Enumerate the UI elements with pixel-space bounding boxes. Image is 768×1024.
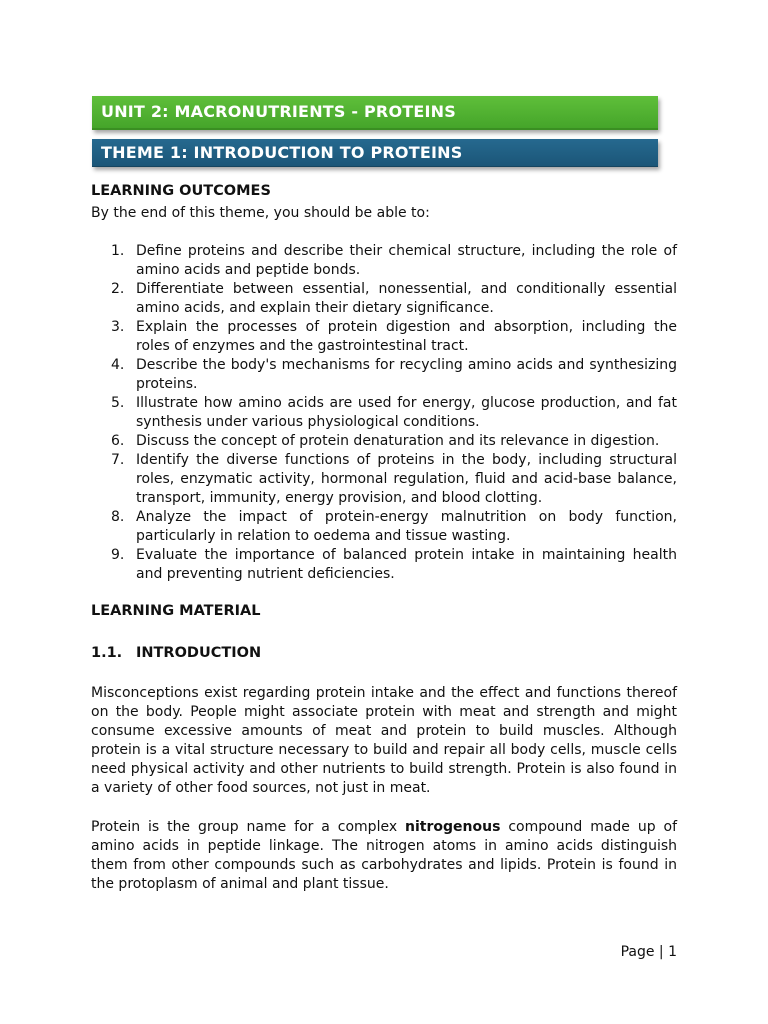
outcome-text: Illustrate how amino acids are used for energy, glucose production, and fat synthesis under various physiological conditions. xyxy=(136,395,677,430)
introduction-paragraph-2 xyxy=(91,818,677,894)
outcome-item xyxy=(91,508,677,546)
outcome-number: 3. xyxy=(111,319,125,335)
page-number-footer: Page | 1 xyxy=(620,944,677,960)
outcome-text: Define proteins and describe their chemical structure, including the role of amino acids and peptide bonds. xyxy=(136,243,677,278)
outcome-number: 1. xyxy=(111,243,125,259)
outcome-number: 5. xyxy=(111,395,125,411)
outcome-item xyxy=(91,280,677,318)
outcome-number: 9. xyxy=(111,547,125,563)
outcome-item xyxy=(91,546,677,584)
outcome-item xyxy=(91,451,677,508)
unit-banner: UNIT 2: MACRONUTRIENTS - PROTEINS xyxy=(92,96,658,130)
outcome-text: Identify the diverse functions of proteins in the body, including structural roles, enzymatic activity, hormonal regulation, fluid and acid-base balance, transport, immunity, energy provision, and blood clotting. xyxy=(136,452,677,506)
bold-term-nitrogenous: nitrogenous xyxy=(405,819,501,835)
paragraph-text: compound made up of amino acids in peptide linkage. The nitrogen atoms in amino acids distinguish them from other compounds such as carbohydrates and lipids. Protein is found in the protoplasm of animal and plant tissue. xyxy=(91,819,677,892)
outcome-number: 2. xyxy=(111,281,125,297)
section-number: 1.1. xyxy=(91,645,123,661)
outcome-number: 6. xyxy=(111,433,125,449)
learning-outcomes-intro: By the end of this theme, you should be able to: xyxy=(91,205,430,221)
section-title: INTRODUCTION xyxy=(136,645,262,661)
outcome-item xyxy=(91,394,677,432)
outcome-number: 8. xyxy=(111,509,125,525)
theme-banner: THEME 1: INTRODUCTION TO PROTEINS xyxy=(92,139,658,167)
outcome-text: Discuss the concept of protein denaturation and its relevance in digestion. xyxy=(136,433,660,449)
outcome-item xyxy=(91,432,677,451)
learning-outcomes-list xyxy=(91,242,677,584)
outcome-item xyxy=(91,356,677,394)
paragraph-text: Protein is the group name for a complex xyxy=(91,819,406,835)
outcome-text: Evaluate the importance of balanced protein intake in maintaining health and preventing nutrient deficiencies. xyxy=(136,547,677,582)
outcome-text: Describe the body's mechanisms for recycling amino acids and synthesizing proteins. xyxy=(136,357,677,392)
outcome-text: Explain the processes of protein digestion and absorption, including the roles of enzymes and the gastrointestinal tract. xyxy=(136,319,677,354)
learning-material-heading: LEARNING MATERIAL xyxy=(91,603,261,619)
outcome-item xyxy=(91,318,677,356)
introduction-paragraph-1: Misconceptions exist regarding protein intake and the effect and functions thereof on the body. People might associate protein with meat and strength and might consume excessive amounts of meat and protein to build muscles. Although protein is a vital structure necessary to build and repair all body cells, muscle cells need physical activity and other nutrients to build strength. Protein is also found in a variety of other food sources, not just in meat. xyxy=(91,685,677,796)
outcome-text: Differentiate between essential, nonessential, and conditionally essential amino acids, and explain their dietary significance. xyxy=(136,281,677,316)
outcome-number: 4. xyxy=(111,357,125,373)
outcome-text: Analyze the impact of protein-energy malnutrition on body function, particularly in relation to oedema and tissue wasting. xyxy=(136,509,677,544)
section-heading-introduction xyxy=(91,645,261,661)
outcome-item xyxy=(91,242,677,280)
outcome-number: 7. xyxy=(111,452,125,468)
learning-outcomes-heading: LEARNING OUTCOMES xyxy=(91,183,271,199)
